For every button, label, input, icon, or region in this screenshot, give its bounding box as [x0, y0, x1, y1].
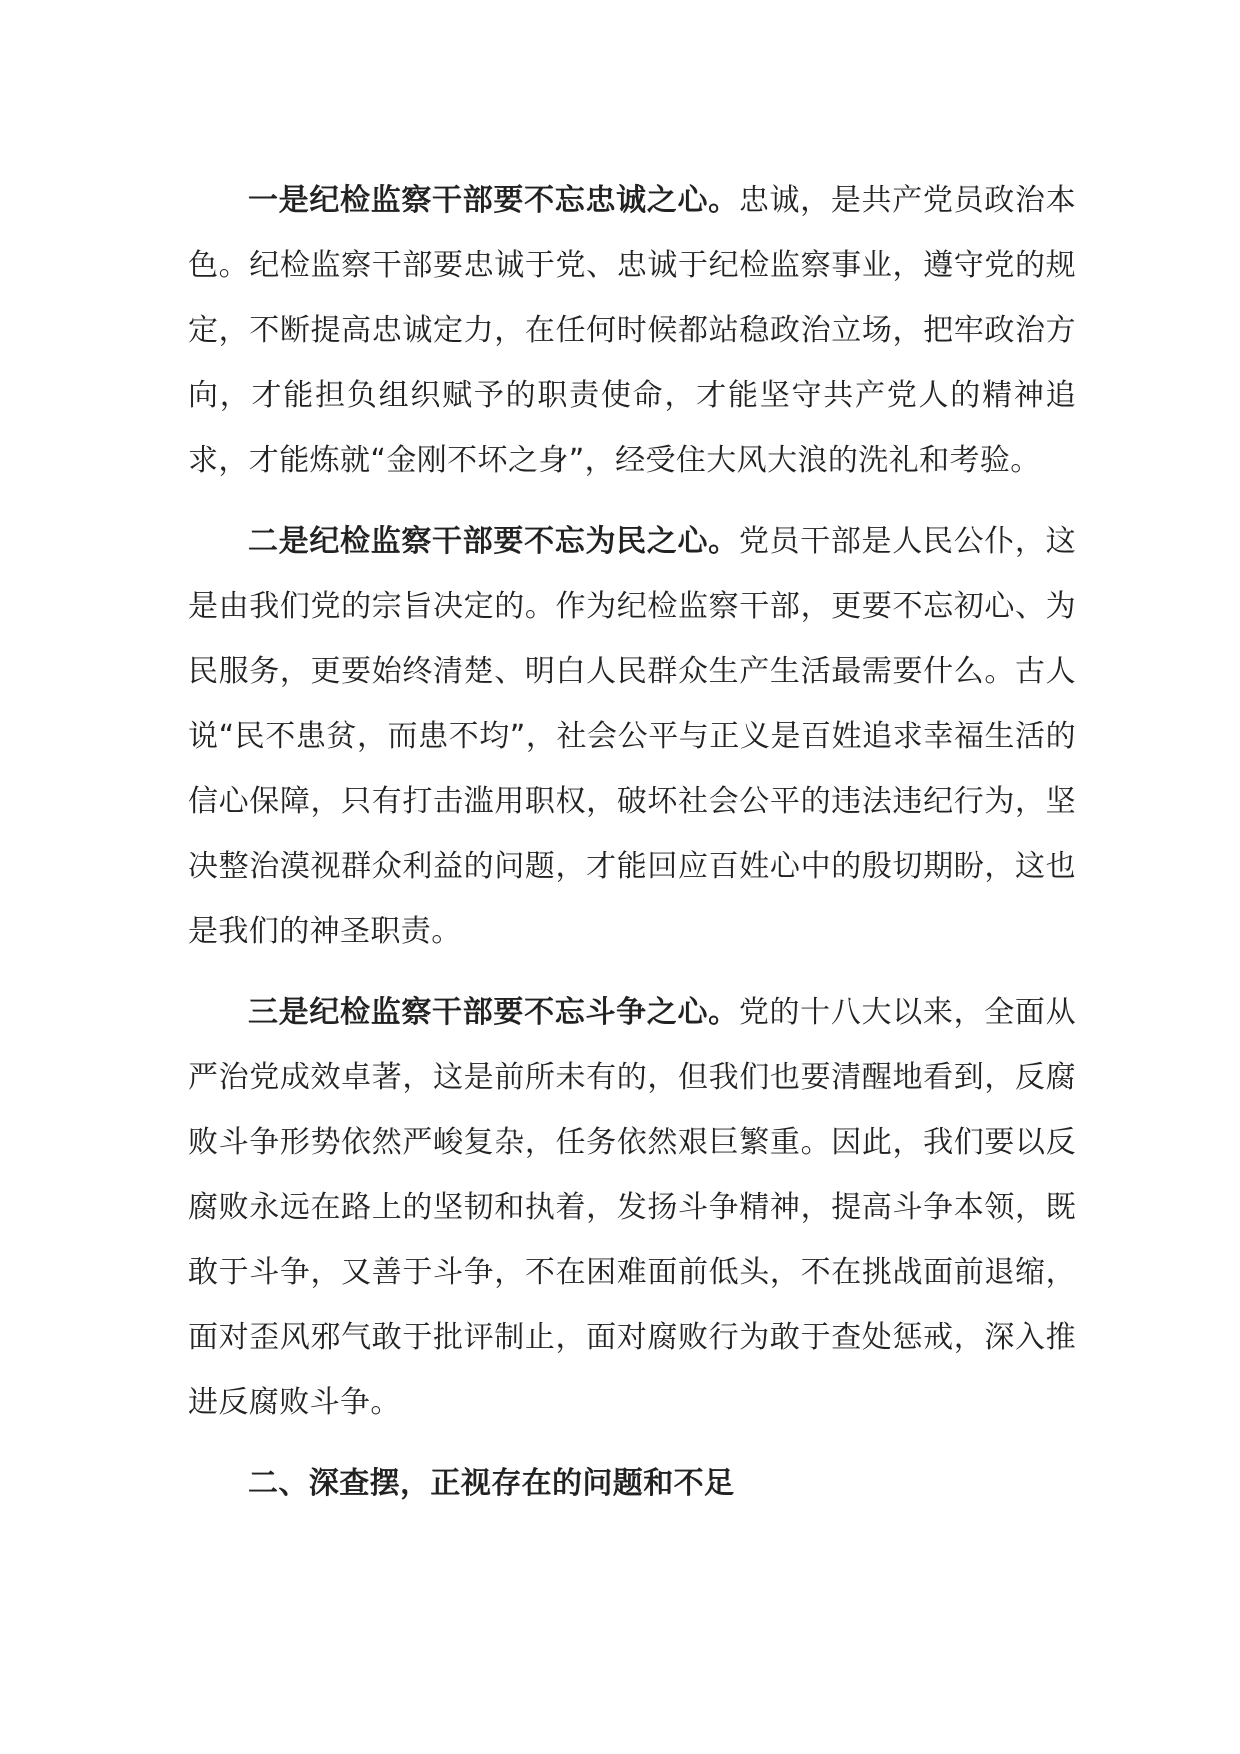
- paragraph-loyalty: [188, 168, 1076, 493]
- section-heading: 二、深查摆，正视存在的问题和不足: [248, 1466, 735, 1501]
- paragraph-lead: 三是纪检监察干部要不忘斗争之心。: [248, 995, 739, 1030]
- paragraph-lead: 一是纪检监察干部要不忘忠诚之心。: [248, 183, 739, 218]
- paragraph-people: [188, 509, 1076, 964]
- paragraph-lead: 二是纪检监察干部要不忘为民之心。: [248, 524, 739, 559]
- paragraph-body: 忠诚，是共产党员政治本色。纪检监察干部要忠诚于党、忠诚于纪检监察事业，遵守党的规定，不断提高忠诚定力，在任何时候都站稳政治立场，把牢政治方向，才能担负组织赋予的职责使命，才能坚守共产党人的精神追求，才能炼就“金刚不坏之身”，经受住大风大浪的洗礼和考验。: [188, 183, 1076, 478]
- paragraph-struggle: [188, 980, 1076, 1435]
- document-body: [188, 168, 1076, 1516]
- paragraph-body: 党员干部是人民公仆，这是由我们党的宗旨决定的。作为纪检监察干部，更要不忘初心、为民服务，更要始终清楚、明白人民群众生产生活最需要什么。古人说“民不患贫，而患不均”，社会公平与正义是百姓追求幸福生活的信心保障，只有打击滥用职权，破坏社会公平的违法违纪行为，坚决整治漠视群众利益的问题，才能回应百姓心中的殷切期盼，这也是我们的神圣职责。: [188, 524, 1076, 949]
- paragraph-body: 党的十八大以来，全面从严治党成效卓著，这是前所未有的，但我们也要清醒地看到，反腐败斗争形势依然严峻复杂，任务依然艰巨繁重。因此，我们要以反腐败永远在路上的坚韧和执着，发扬斗争精神，提高斗争本领，既敢于斗争，又善于斗争，不在困难面前低头，不在挑战面前退缩，面对歪风邪气敢于批评制止，面对腐败行为敢于查处惩戒，深入推进反腐败斗争。: [188, 995, 1076, 1420]
